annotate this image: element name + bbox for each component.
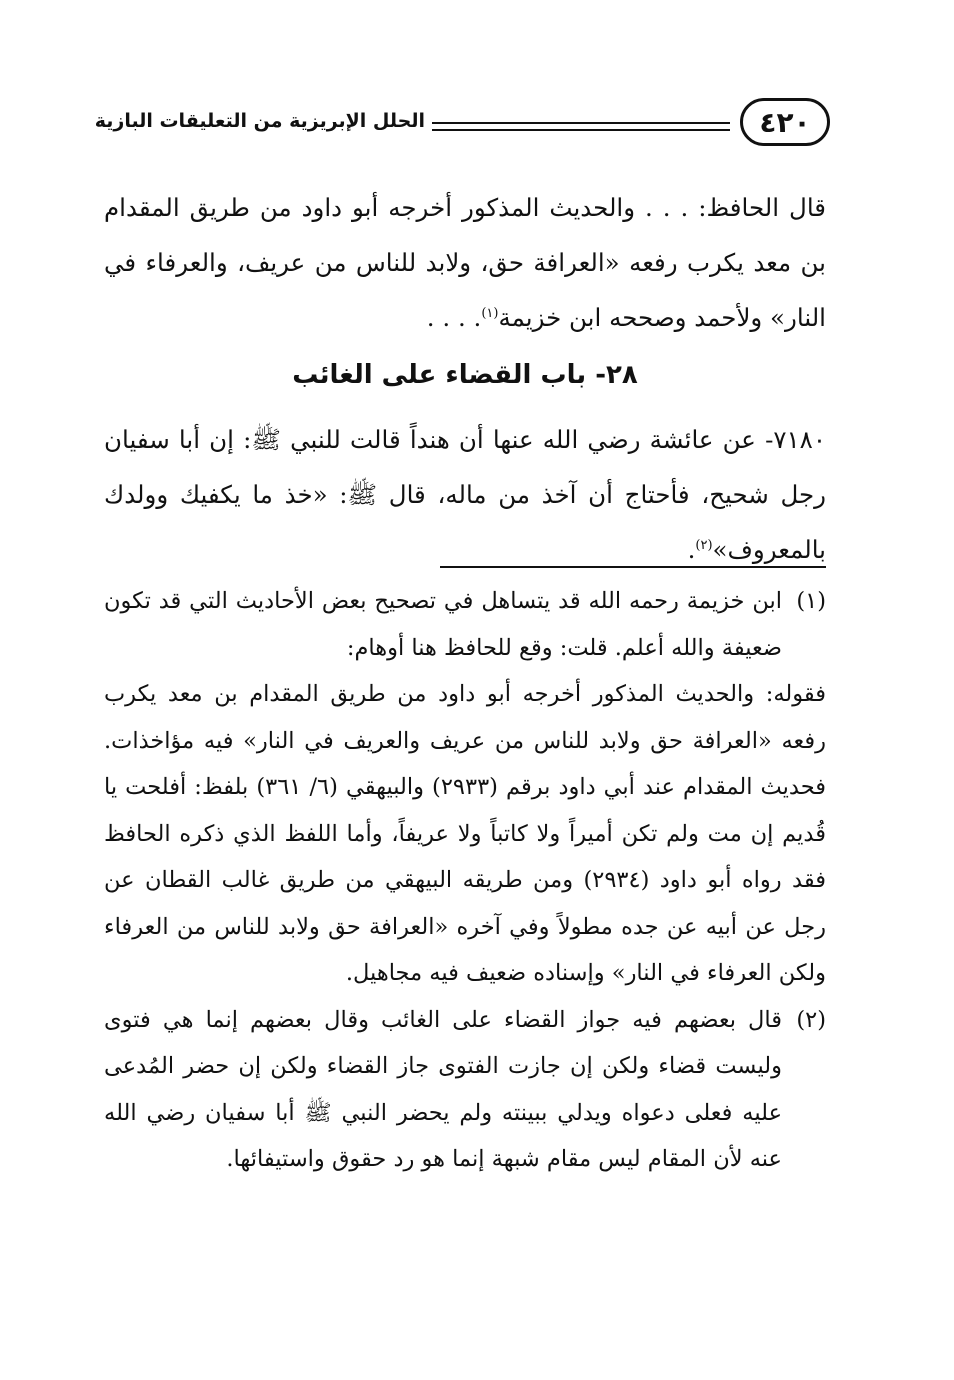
page-header: [94, 96, 830, 156]
intro-paragraph: [104, 180, 826, 345]
footnotes: [104, 578, 826, 1183]
hadith-tail: .: [687, 535, 696, 564]
intro-tail: . . . .: [426, 303, 482, 332]
footnote-paragraph: فقوله: والحديث المذكور أخرجه أبو داود من طريق المقدام بن معد يكرب رفعه «العرافة حق ولابد للناس من عريف والعريف في النار» فيه مؤاخذات. فحديث المقدام عند أبي داود برقم (٢٩٣٣) والبيهقي (٦/ ٣٦١) بلفظ: أفلحت يا قُديم إن مت ولم تكن أميراً ولا كاتباً ولا عريفاً، وأما اللفظ الذي ذكره الحافظ فقد رواه أبو داود (٢٩٣٤) ومن طريقه البيهقي من طريق غالب القطان عن رجل عن أبيه عن جده مطولاً وفي آخره «العرافة حق ولابد للناس من العرفاء ولكن العرفاء في النار» وإسناده ضعيف فيه مجاهيل.: [104, 681, 826, 986]
footnote-number: (١): [796, 588, 826, 614]
footnote-2: [104, 997, 826, 1183]
footnote-separator: [440, 566, 826, 568]
running-title: الحلل الإبريزية من التعليقات البازية: [94, 110, 425, 132]
hadith-paragraph: [104, 412, 826, 577]
hadith-text: ٧١٨٠- عن عائشة رضي الله عنها أن هنداً قالت للنبي ﷺ: إن أبا سفيان رجل شحيح، فأحتاج أن آخذ من ماله، قال ﷺ: «خذ ما يكفيك وولدك بالمعروف»: [104, 425, 826, 564]
footnote-ref-1[interactable]: (١): [481, 305, 499, 321]
footnote-number: (٢): [796, 1006, 826, 1033]
header-rule-top: [432, 122, 730, 124]
footnote-paragraph: ابن خزيمة رحمه الله قد يتساهل في تصحيح بعض الأحاديث التي قد تكون ضعيفة والله أعلم. قلت: وقع للحافظ هنا أوهام:: [104, 588, 782, 661]
page-number: ٤٢٠: [740, 98, 830, 146]
chapter-heading: ٢٨- باب القضاء على الغائب: [292, 360, 638, 390]
footnote-ref-2[interactable]: (٢): [695, 537, 713, 553]
footnote-1: [104, 578, 826, 997]
footnote-paragraph: قال بعضهم فيه جواز القضاء على الغائب وقال بعضهم إنما هي فتوى وليست قضاء ولكن إن جازت الفتوى جاز القضاء ولكن إن حضر المُدعى عليه فعلى دعواه ويدلي ببينته ولم يحضر النبي ﷺ أبا سفيان رضي الله عنه لأن المقام ليس مقام شبهة إنما هو رد حقوق واستيفائها.: [104, 1006, 782, 1172]
intro-text: قال الحافظ: . . . والحديث المذكور أخرجه أبو داود من طريق المقدام بن معد يكرب رفعه «العرافة حق، ولابد للناس من عريف، والعرفاء في النار» ولأحمد وصححه ابن خزيمة: [104, 193, 826, 332]
header-rule-bottom: [432, 129, 730, 131]
